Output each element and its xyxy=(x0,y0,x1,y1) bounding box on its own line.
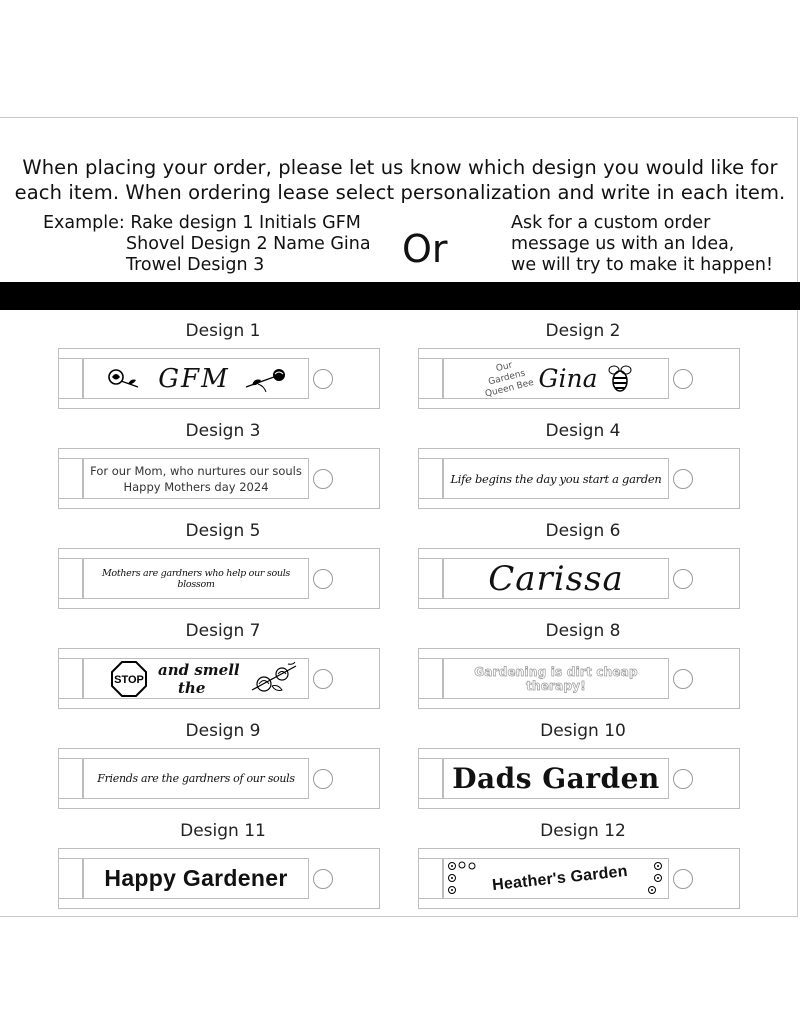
garden-tool-plate xyxy=(58,548,380,609)
garden-tool-plate xyxy=(418,848,740,909)
design-title: Design 8 xyxy=(545,621,621,641)
black-divider-bar xyxy=(0,282,800,310)
plate-hang-hole xyxy=(673,569,693,589)
design-title: Design 9 xyxy=(185,721,261,741)
plate-handle-notch xyxy=(419,358,443,399)
plate-hang-hole xyxy=(673,469,693,489)
stop-sign-text: STOP xyxy=(114,673,144,686)
design-title: Design 4 xyxy=(545,421,621,441)
garden-tool-plate xyxy=(58,748,380,809)
garden-tool-plate xyxy=(418,348,740,409)
plate-handle-notch xyxy=(59,458,83,499)
rose-branch-icon xyxy=(244,365,288,393)
garden-tool-plate xyxy=(418,448,740,509)
engraving-area xyxy=(443,558,669,599)
stop-sign-icon xyxy=(110,660,148,698)
engraving-area xyxy=(443,358,669,399)
garden-tool-plate xyxy=(58,348,380,409)
design-title: Design 11 xyxy=(180,821,266,841)
garden-tool-plate xyxy=(58,848,380,909)
rose-icon xyxy=(104,365,144,393)
plate-hang-hole xyxy=(313,569,333,589)
design-title: Design 6 xyxy=(545,521,621,541)
example-block xyxy=(43,213,371,276)
engraved-line-2: the xyxy=(178,678,206,697)
engraved-name: Gina xyxy=(538,364,598,393)
garden-tool-plate xyxy=(58,648,380,709)
engraving-area xyxy=(83,358,309,399)
engraved-quote: Friends are the gardners of our souls xyxy=(97,772,295,785)
design-title: Design 5 xyxy=(185,521,261,541)
engraving-area xyxy=(443,458,669,499)
flower-cluster-icon xyxy=(446,860,476,898)
plate-handle-notch xyxy=(59,858,83,899)
engraving-area xyxy=(83,458,309,499)
design-title: Design 7 xyxy=(185,621,261,641)
design-title: Design 12 xyxy=(540,821,626,841)
engraved-title: Dads Garden xyxy=(452,762,660,795)
engraving-area xyxy=(83,558,309,599)
design-title: Design 3 xyxy=(185,421,261,441)
design-title: Design 1 xyxy=(185,321,261,341)
instructions-line-1: When placing your order, please let us know which design you would like for xyxy=(22,156,778,179)
plate-handle-notch xyxy=(419,858,443,899)
example-line-2: Shovel Design 2 Name Gina xyxy=(126,234,371,254)
engraved-title: Heather's Garden xyxy=(491,862,629,894)
plate-handle-notch xyxy=(419,758,443,799)
custom-order-block xyxy=(511,213,773,276)
custom-line-2: message us with an Idea, xyxy=(511,234,735,254)
plate-handle-notch xyxy=(59,358,83,399)
design-1 xyxy=(58,321,388,421)
plate-hang-hole xyxy=(313,469,333,489)
design-3 xyxy=(58,421,388,521)
plate-handle-notch xyxy=(59,658,83,699)
engraved-line-2: Happy Mothers day 2024 xyxy=(123,479,269,494)
engraved-small-text: Our Gardens Queen Bee xyxy=(483,360,535,400)
design-6 xyxy=(418,521,748,621)
design-11 xyxy=(58,821,388,921)
engraved-line-1: For our Mom, who nurtures our souls xyxy=(90,463,302,478)
engraved-line-1: and smell xyxy=(158,660,240,679)
design-5 xyxy=(58,521,388,621)
design-10 xyxy=(418,721,748,821)
plate-hang-hole xyxy=(673,369,693,389)
plate-hang-hole xyxy=(673,669,693,689)
flower-cluster-icon xyxy=(644,860,666,898)
garden-tool-plate xyxy=(418,748,740,809)
engraved-name: Carissa xyxy=(488,558,624,599)
design-title: Design 2 xyxy=(545,321,621,341)
design-2 xyxy=(418,321,748,421)
plate-hang-hole xyxy=(313,869,333,889)
plate-hang-hole xyxy=(673,869,693,889)
engraved-quote: Mothers are gardners who help our souls blossom xyxy=(101,567,291,590)
garden-tool-plate xyxy=(418,548,740,609)
engraved-quote: Life begins the day you start a garden xyxy=(450,471,662,486)
engraving-area xyxy=(443,658,669,699)
instructions xyxy=(0,155,800,205)
plate-handle-notch xyxy=(419,458,443,499)
plate-handle-notch xyxy=(419,658,443,699)
plate-handle-notch xyxy=(59,758,83,799)
plate-hang-hole xyxy=(313,769,333,789)
rose-bouquet-icon xyxy=(248,660,300,698)
bee-icon xyxy=(607,363,633,395)
plate-hang-hole xyxy=(313,669,333,689)
plate-hang-hole xyxy=(313,369,333,389)
or-divider-text: Or xyxy=(402,227,448,271)
engraving-area xyxy=(443,858,669,899)
custom-line-1: Ask for a custom order xyxy=(511,213,711,233)
design-7 xyxy=(58,621,388,721)
custom-line-3: we will try to make it happen! xyxy=(511,255,774,275)
engraved-phrase xyxy=(154,661,240,697)
plate-handle-notch xyxy=(419,558,443,599)
design-9 xyxy=(58,721,388,821)
design-4 xyxy=(418,421,748,521)
garden-tool-plate xyxy=(418,648,740,709)
engraved-outline-text: Gardening is dirt cheap therapy! xyxy=(474,664,638,693)
engraving-area xyxy=(83,658,309,699)
design-title: Design 10 xyxy=(540,721,626,741)
plate-handle-notch xyxy=(59,558,83,599)
instructions-line-2: each item. When ordering lease select personalization and write in each item. xyxy=(14,181,786,204)
engraving-area xyxy=(443,758,669,799)
example-line-3: Trowel Design 3 xyxy=(126,255,265,275)
engraved-title: Happy Gardener xyxy=(104,865,288,891)
plate-hang-hole xyxy=(673,769,693,789)
garden-tool-plate xyxy=(58,448,380,509)
design-8 xyxy=(418,621,748,721)
design-12 xyxy=(418,821,748,921)
engraving-area xyxy=(83,858,309,899)
engraved-initials: GFM xyxy=(158,363,230,394)
engraving-area xyxy=(83,758,309,799)
example-label: Example: xyxy=(43,213,125,233)
example-line-1: Rake design 1 Initials GFM xyxy=(130,213,361,233)
